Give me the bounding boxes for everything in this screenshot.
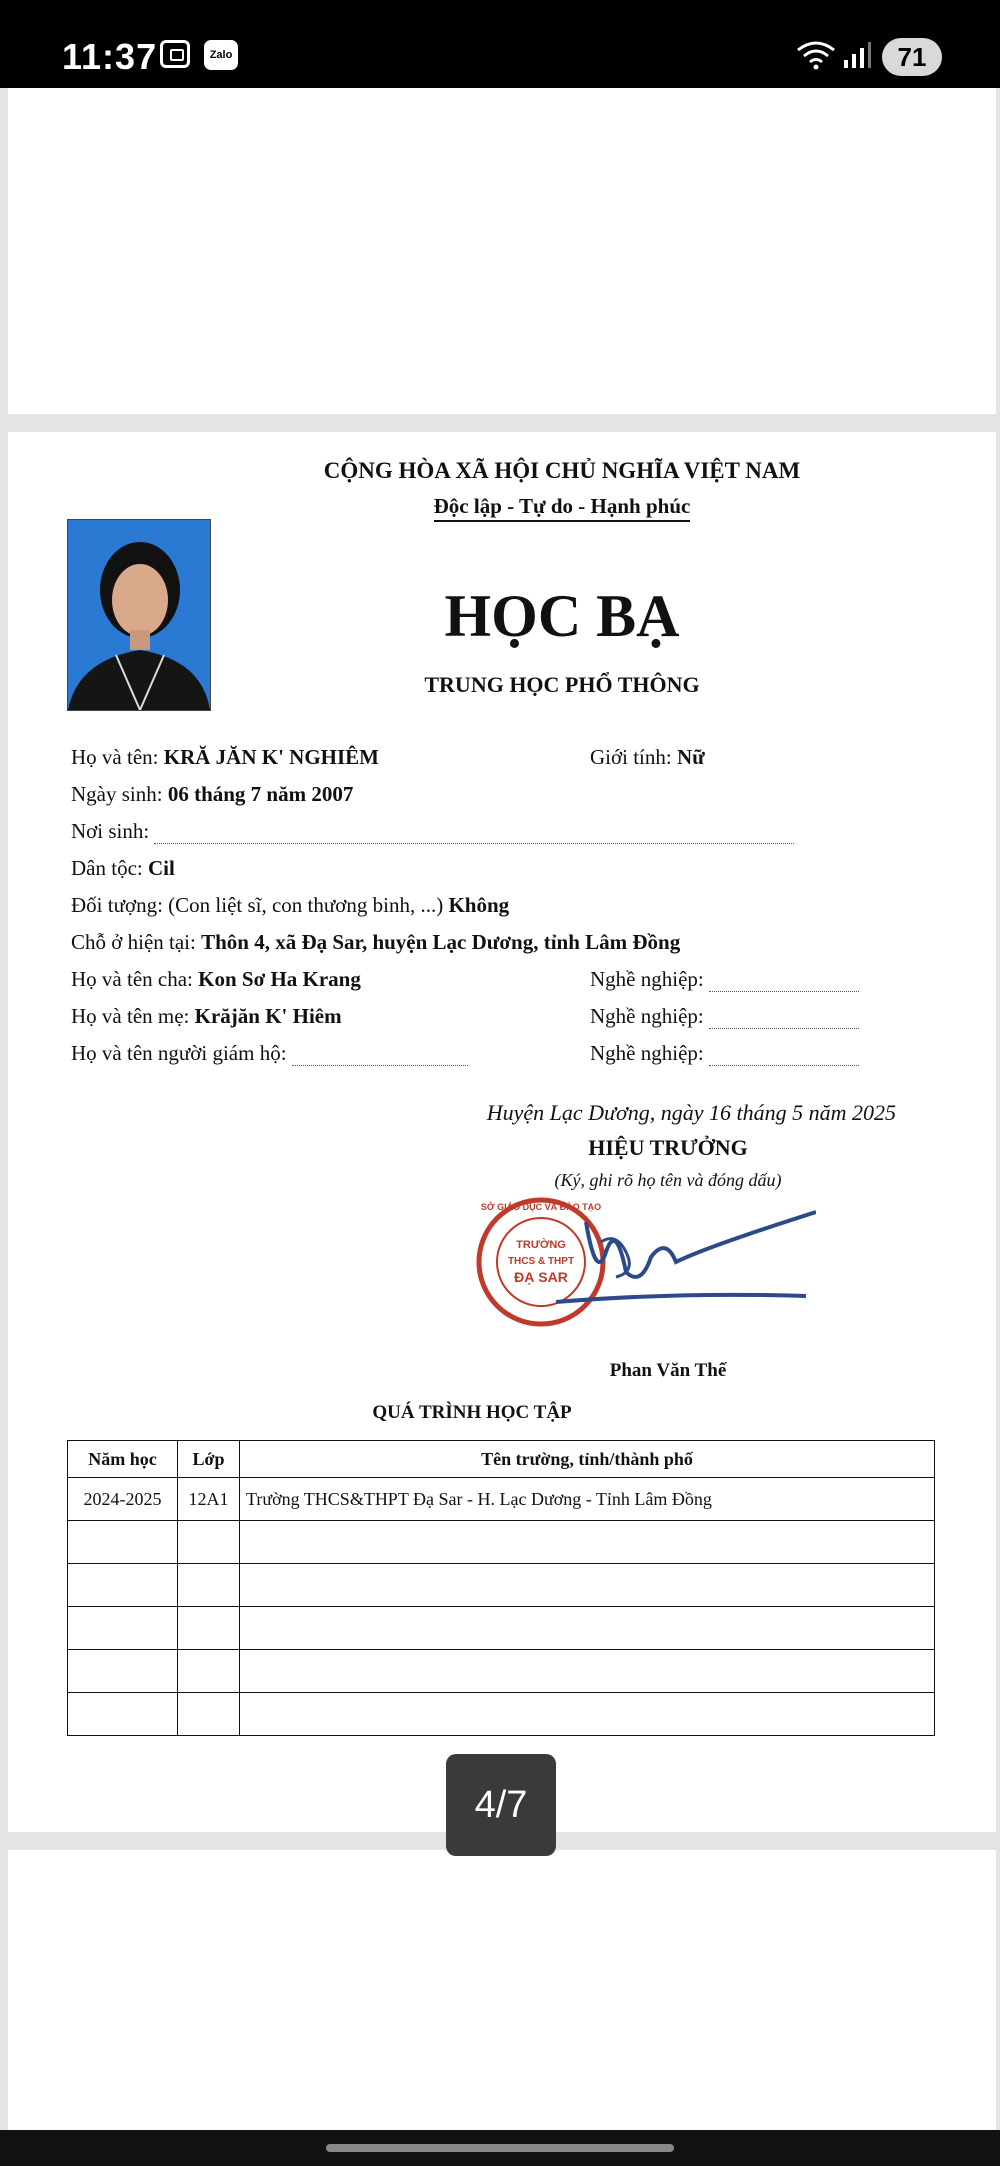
signature-note: (Ký, ghi rõ họ tên và đóng dấu): [554, 1170, 782, 1190]
screenshot-icon: [160, 40, 190, 68]
signer-name: Phan Văn Thế: [609, 1360, 727, 1381]
residence-field: Chỗ ở hiện tại: Thôn 4, xã Đạ Sar, huyện Lạc Dương, tỉnh Lâm Đồng: [71, 930, 681, 954]
table-header-row: [68, 1441, 935, 1478]
mother-field: Họ và tên mẹ: Krăjăn K' Hiêm: [71, 1004, 342, 1028]
zalo-icon: Zalo: [204, 40, 238, 70]
nation-heading: CỘNG HÒA XÃ HỘI CHỦ NGHĨA VIỆT NAM: [323, 458, 801, 483]
table-row: [68, 1564, 935, 1607]
table-row: [68, 1521, 935, 1564]
header-school-name: Tên trường, tỉnh/thành phố: [240, 1441, 935, 1478]
svg-text:SỞ GIÁO DỤC VÀ ĐÀO TẠO: SỞ GIÁO DỤC VÀ ĐÀO TẠO: [480, 1202, 602, 1212]
signal-icon: [842, 40, 872, 70]
study-history-table: [67, 1440, 935, 1736]
cell-class: 12A1: [178, 1478, 240, 1521]
school-record-document: [8, 432, 996, 1832]
date-line: Huyện Lạc Dương, ngày 16 tháng 5 năm 2025: [486, 1100, 896, 1125]
status-bar: [0, 0, 1000, 88]
home-indicator[interactable]: [326, 2144, 674, 2152]
gender-field: Giới tính: Nữ: [590, 745, 705, 769]
mother-occupation-field: Nghề nghiệp:: [590, 1004, 859, 1029]
navigation-bar: [0, 2130, 1000, 2166]
dob-field: Ngày sinh: 06 tháng 7 năm 2007: [71, 782, 354, 806]
table-row: [68, 1650, 935, 1693]
name-field: Họ và tên: KRĂ JĂN K' NGHIÊM: [71, 745, 379, 769]
guardian-field: Họ và tên người giám hộ:: [71, 1041, 468, 1066]
guardian-occupation-field: Nghề nghiệp:: [590, 1041, 859, 1066]
history-title: QUÁ TRÌNH HỌC TẬP: [372, 1402, 572, 1423]
current-page[interactable]: [8, 432, 996, 1832]
subject-field: Đối tượng: (Con liệt sĩ, con thương binh, ...) Không: [71, 893, 510, 917]
father-field: Họ và tên cha: Kon Sơ Ha Krang: [71, 967, 361, 991]
document-title: HỌC BẠ: [444, 583, 680, 649]
ethnic-field: Dân tộc: Cil: [71, 856, 175, 880]
school-stamp-signature: [476, 1192, 816, 1332]
table-row: [68, 1693, 935, 1736]
principal-title: HIỆU TRƯỞNG: [588, 1135, 748, 1160]
page-indicator: 4/7: [446, 1754, 556, 1856]
svg-text:ĐẠ SAR: ĐẠ SAR: [514, 1269, 568, 1285]
wifi-icon: [796, 40, 836, 70]
document-subtitle: TRUNG HỌC PHỔ THÔNG: [424, 672, 700, 697]
svg-text:TRƯỜNG: TRƯỜNG: [516, 1239, 566, 1251]
father-occupation-field: Nghề nghiệp:: [590, 967, 859, 992]
cell-school-name: Trường THCS&THPT Đạ Sar - H. Lạc Dương - Tỉnh Lâm Đồng: [240, 1478, 935, 1521]
battery-indicator: 71: [882, 38, 942, 76]
motto: Độc lập - Tự do - Hạnh phúc: [8, 494, 996, 519]
cell-school-year: 2024-2025: [68, 1478, 178, 1521]
header-class: Lớp: [178, 1441, 240, 1478]
table-row: [68, 1478, 935, 1521]
previous-page[interactable]: [8, 88, 996, 414]
status-time: 11:37: [62, 36, 158, 77]
pob-field: Nơi sinh:: [71, 819, 794, 844]
next-page[interactable]: [8, 1850, 996, 2130]
table-row: [68, 1607, 935, 1650]
header-school-year: Năm học: [68, 1441, 178, 1478]
svg-text:THCS & THPT: THCS & THPT: [507, 1256, 575, 1267]
